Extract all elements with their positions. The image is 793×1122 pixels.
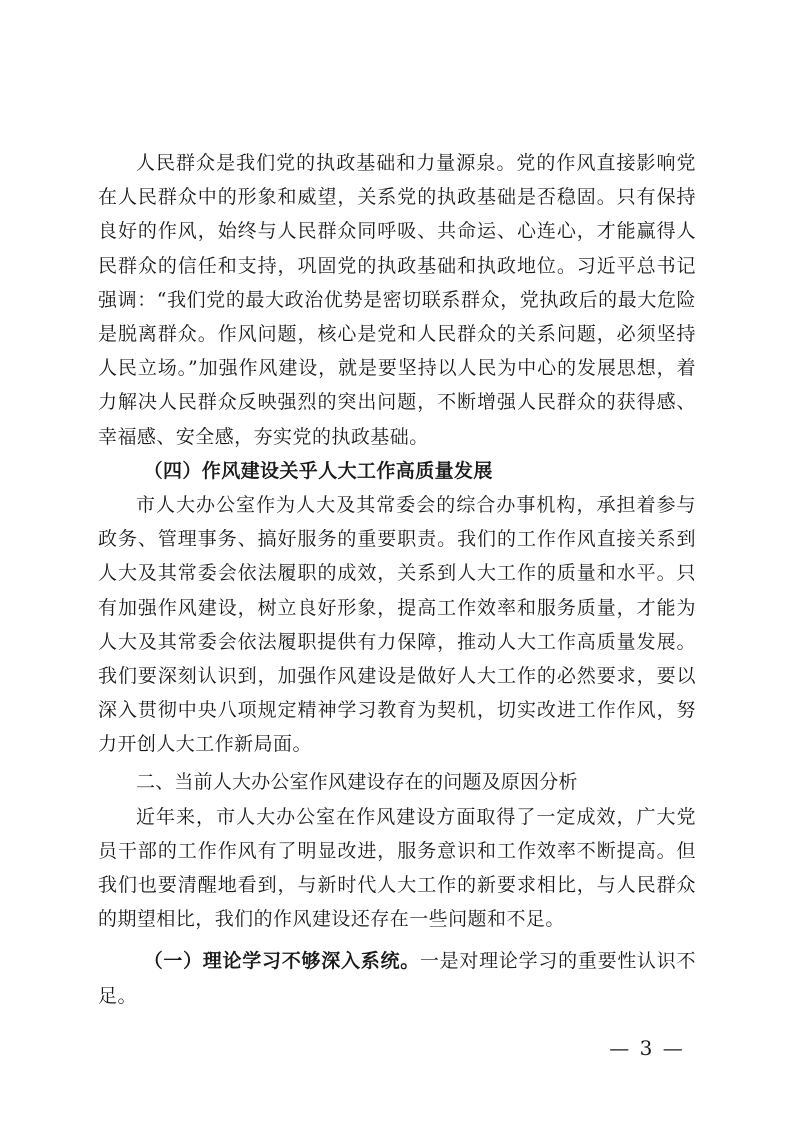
paragraph-party-foundation: 人民群众是我们党的执政基础和力量源泉。党的作风直接影响党在人民群众中的形象和威望，关系党的执政基础是否稳固。只有保持良好的作风，始终与人民群众同呼吸、共命运、心连心，才能赢得人民群众的信任和支持，巩固党的执政基础和执政地位。习近平总书记强调：“我们党的最大政治优势是密切联系群众，党执政后的最大危险是脱离群众。作风问题，核心是党和人民群众的关系问题，必须坚持人民立场。”加强作风建设，就是要坚持以人民为中心的发展思想，着力解决人民群众反映强烈的突出问题，不断增强人民群众的获得感、幸福感、安全感，夯实党的执政基础。 — [98, 152, 696, 448]
paragraph-item-one — [98, 944, 696, 1012]
item-one-lead: （一）理论学习不够深入系统。 — [143, 950, 420, 973]
paragraph-recent-progress: 近年来，市人大办公室在作风建设方面取得了一定成效，广大党员干部的工作作风有了明显改进，服务意识和工作效率不断提高。但我们也要清醒地看到，与新时代人大工作的新要求相比，与人民群众的期望相比，我们的作风建设还存在一些问题和不足。 — [98, 805, 696, 931]
page-number: — 3 — — [609, 1036, 685, 1060]
subheading-four: （四）作风建设关乎人大工作高质量发展 — [143, 459, 493, 482]
paragraph-office-role: 市人大办公室作为人大及其常委会的综合办事机构，承担着参与政务、管理事务、搞好服务的重要职责。我们的工作作风直接关系到人大及其常委会依法履职的成效，关系到人大工作的质量和水平。只有加强作风建设，树立良好形象，提高工作效率和服务质量，才能为人大及其常委会依法履职提供有力保障，推动人大工作高质量发展。我们要深刻认识到，加强作风建设是做好人大工作的必然要求，要以深入贯彻中央八项规定精神学习教育为契机，切实改进工作作风，努力开创人大工作新局面。 — [98, 494, 696, 756]
document-body — [98, 146, 696, 1013]
item-one-text: 一是对理论学习的重要性认识不足。 — [98, 950, 696, 1007]
section-heading-two: 二、当前人大办公室作风建设存在的问题及原因分析 — [136, 770, 578, 793]
